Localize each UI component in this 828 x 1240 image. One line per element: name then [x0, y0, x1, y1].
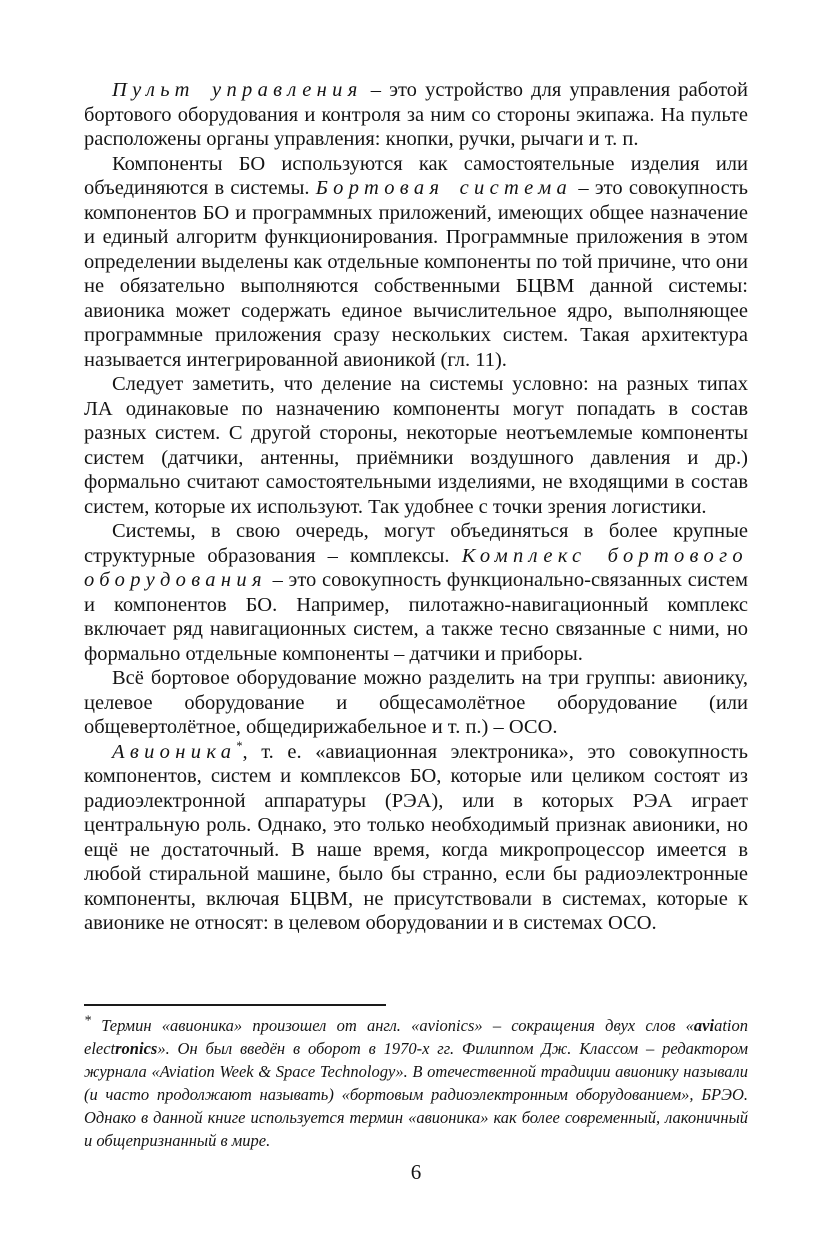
paragraph-text: Системы, в свою очередь, могут объединяться в более крупные структурные образования – комплексы.	[84, 520, 748, 567]
term-equipment-complex: Комплекс бортового оборудования	[84, 544, 748, 591]
paragraph-text: Компоненты БО используются как самостоятельные изделия или объединяются в системы.	[84, 152, 748, 199]
footnote-segment: ation elect	[84, 1016, 748, 1058]
footnote-reference-asterisk: *	[236, 738, 243, 753]
paragraph-text: , т. е. «авиационная электроника», это совокупность компонентов, систем и комплексов БО, которые или целиком состоят из радиоэлектронной аппаратуры (РЭА), или в которых РЭА играет центральную роль. Однако, это только необходимый признак авионики, но ещё не достаточный. В наше время, когда микропроцессор имеется в любой стиральной машине, было бы странно, если бы радиоэлектронные компоненты, включая БЦВМ, не присутствовали в системах, которые к авионике не относят: в целевом оборудовании и в системах ОСО.	[84, 740, 748, 934]
paragraph-text: Следует заметить, что деление на системы условно: на разных типах ЛА одинаковые по назначению компоненты могут попадать в состав разных систем. С другой стороны, некоторые неотъемлемые компоненты систем (датчики, антенны, приёмники воздушного давления и др.) формально считают самостоятельными изделиями, не входящими в состав систем, которые их используют. Так удобнее с точки зрения логистики.	[84, 373, 748, 518]
paragraph-onboard-system	[84, 152, 748, 373]
footnote-bold-avi: avi	[693, 1016, 715, 1035]
paragraph-system-division	[84, 372, 748, 519]
paragraph-equipment-complex	[84, 519, 748, 666]
spacer	[84, 936, 748, 1005]
paragraph-text: – это совокупность функционально-связанных систем и компонентов БО. Например, пилотажно-навигационный комплекс включает ряд навигационных систем, а также тесно связанные с ними, но формально отдельные компоненты – датчики и приборы.	[84, 569, 748, 665]
footnote-separator-rule	[84, 1004, 386, 1006]
footnote-segment: ». Он был введён в оборот в 1970-х гг. Филиппом Дж. Классом – редактором журнала «Aviation Week & Space Technology». В отечественной традиции авионику называли (и часто продолжают называть) «бортовым радиоэлектронным оборудованием», БРЭО. Однако в данной книге используется термин «авионика» как более современный, лаконичный и общепризнанный в мире.	[84, 1039, 748, 1150]
paragraph-avionics	[84, 740, 748, 936]
main-text	[84, 78, 748, 936]
paragraph-control-panel	[84, 78, 748, 152]
footnote-bold-ronics: ronics	[115, 1039, 158, 1058]
footnote-text	[84, 1014, 748, 1152]
footnote-segment: Термин «авионика» произошел от англ. «avionics» – сокращения двух слов «	[91, 1016, 694, 1035]
paragraph-three-groups	[84, 666, 748, 740]
footnote	[84, 1004, 748, 1152]
paragraph-text: – это совокупность компонентов БО и программных приложений, имеющих общее назначение и единый алгоритм функционирования. Программные приложения в этом определении выделены как отдельные компоненты по той причине, что они не обязательно выполняются собственными БЦВМ данной системы: авионика может содержать единое вычислительное ядро, выполняющее программные приложения сразу нескольких систем. Такая архитектура называется интегрированной авионикой (гл. 11).	[84, 177, 749, 371]
term-avionics: Авионика	[112, 740, 237, 763]
term-onboard-system: Бортовая система	[315, 177, 573, 199]
term-control-panel: Пульт управления	[112, 79, 363, 101]
footnote-marker-asterisk: *	[84, 1013, 92, 1029]
paragraph-text: Всё бортовое оборудование можно разделить на три группы: авионику, целевое оборудование и общесамолётное оборудование (или общевертолётное, общедирижабельное и т. п.) – ОСО.	[84, 667, 748, 738]
page-number: 6	[410, 1160, 422, 1184]
paragraph-text: – это устройство для управления работой бортового оборудования и контроля за ним со стороны экипажа. На пульте расположены органы управления: кнопки, ручки, рычаги и т. п.	[84, 79, 748, 150]
